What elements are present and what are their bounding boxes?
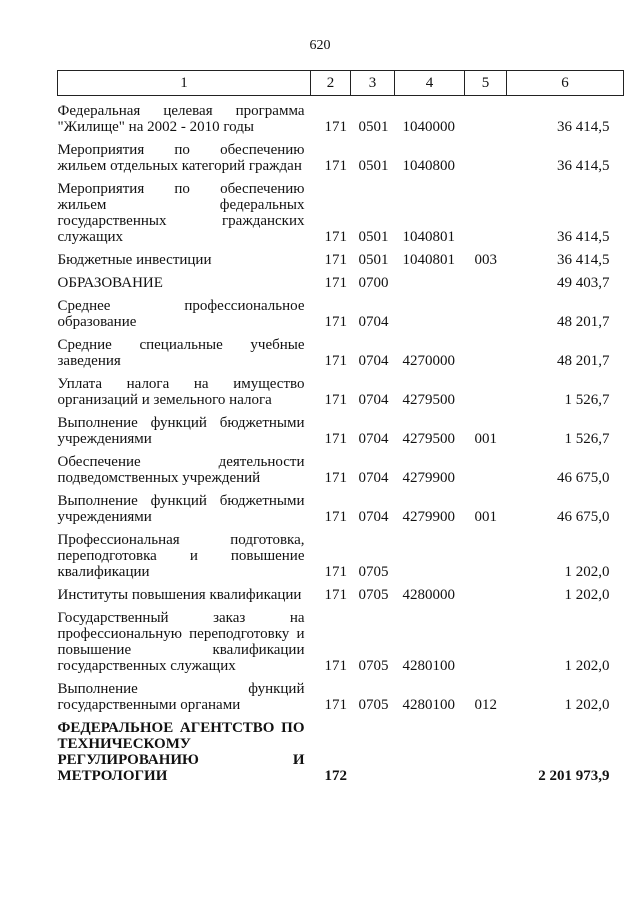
row-c5 (465, 525, 507, 580)
row-c5 (465, 447, 507, 486)
row-name-line: Мероприятия по обеспечению (57, 142, 305, 158)
row-c2: 171 (324, 564, 347, 580)
row-name (58, 486, 311, 525)
row-c6: 49 403,7 (557, 275, 610, 291)
row-c3: 0700 (358, 275, 389, 291)
row-c3: 0704 (358, 392, 389, 408)
row-c4: 4280100 (402, 697, 455, 713)
row-name-line: ФЕДЕРАЛЬНОЕ АГЕНТСТВО ПО (57, 720, 305, 736)
table-row (58, 330, 624, 369)
table-header-row (58, 71, 624, 96)
table-row (58, 674, 624, 713)
row-c3: 0704 (358, 314, 389, 330)
row-c6: 46 675,0 (557, 470, 610, 486)
row-c4: 4279500 (402, 392, 455, 408)
table-row (58, 525, 624, 580)
row-name (58, 330, 311, 369)
row-c3: 0705 (358, 697, 389, 713)
row-c2: 171 (324, 119, 347, 135)
row-c5: 012 (474, 697, 497, 713)
row-c6: 36 414,5 (557, 252, 610, 268)
page-number: 620 (309, 38, 331, 53)
row-c4 (395, 525, 465, 580)
row-c3: 0501 (358, 158, 389, 174)
row-name-line: Институты повышения квалификации (57, 587, 302, 603)
row-c2: 172 (324, 768, 347, 784)
row-name-line: переподготовка и повышение (57, 548, 305, 564)
row-c6: 48 201,7 (557, 353, 610, 369)
row-name-line: организаций и земельного налога (57, 392, 272, 408)
row-name-line: Уплата налога на имущество (57, 376, 305, 392)
row-name (58, 580, 311, 603)
row-name-line: Государственный заказ на (57, 610, 305, 626)
row-c6: 1 202,0 (564, 697, 610, 713)
row-name-line: ТЕХНИЧЕСКОМУ (57, 736, 191, 752)
row-c3: 0705 (358, 564, 389, 580)
row-name (58, 174, 311, 245)
table-row (58, 369, 624, 408)
row-name-line: подведомственных учреждений (57, 470, 261, 486)
table-row (58, 268, 624, 291)
column-header-6: 6 (507, 71, 624, 96)
table-body (58, 96, 624, 785)
row-c5 (465, 713, 507, 784)
row-c2: 171 (324, 392, 347, 408)
row-name-line: ОБРАЗОВАНИЕ (57, 275, 163, 291)
table-row (58, 291, 624, 330)
row-name-line: Средние специальные учебные (57, 337, 305, 353)
row-name-line: Бюджетные инвестиции (57, 252, 212, 268)
row-name-line: Обеспечение деятельности (57, 454, 305, 470)
row-c2: 171 (324, 431, 347, 447)
row-c6: 1 202,0 (564, 587, 610, 603)
row-c4: 1040800 (402, 158, 455, 174)
table-row (58, 245, 624, 268)
row-name (58, 135, 311, 174)
row-name-line: РЕГУЛИРОВАНИЮ И (57, 752, 305, 768)
row-name (58, 245, 311, 268)
row-name (58, 369, 311, 408)
row-c2: 171 (324, 697, 347, 713)
row-c2: 171 (324, 314, 347, 330)
row-c3: 0501 (358, 119, 389, 135)
table-row (58, 96, 624, 136)
row-name-line: служащих (57, 229, 124, 245)
table-row (58, 486, 624, 525)
row-c6: 1 526,7 (564, 431, 610, 447)
row-c5: 003 (474, 252, 497, 268)
table-row (58, 603, 624, 674)
row-c4 (395, 713, 465, 784)
row-c4 (395, 291, 465, 330)
row-name-line: Федеральная целевая программа (57, 103, 305, 119)
row-name-line: Выполнение функций бюджетными (57, 415, 305, 431)
row-name (58, 447, 311, 486)
row-c3: 0501 (358, 229, 389, 245)
row-c2: 171 (324, 470, 347, 486)
row-c3: 0501 (358, 252, 389, 268)
row-c5: 001 (474, 509, 497, 525)
row-name-line: образование (57, 314, 137, 330)
column-header-5: 5 (465, 71, 507, 96)
column-header-1: 1 (58, 71, 311, 96)
row-name-line: профессиональную переподготовку и (57, 626, 305, 642)
table-row (58, 580, 624, 603)
row-c3: 0704 (358, 509, 389, 525)
table-row (58, 447, 624, 486)
table-row (58, 408, 624, 447)
row-c6: 48 201,7 (557, 314, 610, 330)
column-header-2: 2 (311, 71, 351, 96)
row-name (58, 713, 311, 784)
row-c5 (465, 291, 507, 330)
row-c4: 4270000 (402, 353, 455, 369)
row-name (58, 603, 311, 674)
row-c5 (465, 603, 507, 674)
row-c6: 36 414,5 (557, 119, 610, 135)
row-c4: 1040000 (402, 119, 455, 135)
row-c5 (465, 174, 507, 245)
row-c5 (465, 268, 507, 291)
row-name-line: Среднее профессиональное (57, 298, 305, 314)
row-c4: 4279900 (402, 509, 455, 525)
row-c4 (395, 268, 465, 291)
row-name-line: государственными органами (57, 697, 241, 713)
row-name-line: "Жилище" на 2002 - 2010 годы (57, 119, 254, 135)
row-name-line: учреждениями (57, 509, 152, 525)
row-c3: 0704 (358, 353, 389, 369)
row-c2: 171 (324, 587, 347, 603)
row-c3: 0705 (358, 587, 389, 603)
row-c5: 001 (474, 431, 497, 447)
row-name-line: Мероприятия по обеспечению (57, 181, 305, 197)
row-name-line: Выполнение функций бюджетными (57, 493, 305, 509)
row-name-line: МЕТРОЛОГИИ (57, 768, 168, 784)
row-name-line: государственных служащих (57, 658, 236, 674)
row-c4: 1040801 (402, 252, 455, 268)
row-c3: 0704 (358, 470, 389, 486)
row-name-line: учреждениями (57, 431, 152, 447)
row-c2: 171 (324, 252, 347, 268)
row-c6: 1 526,7 (564, 392, 610, 408)
row-c4: 4280000 (402, 587, 455, 603)
row-c6: 36 414,5 (557, 158, 610, 174)
row-c2: 171 (324, 658, 347, 674)
row-c6: 1 202,0 (564, 658, 610, 674)
row-name-line: Профессиональная подготовка, (57, 532, 305, 548)
row-c2: 171 (324, 353, 347, 369)
row-name (58, 408, 311, 447)
row-c6: 2 201 973,9 (538, 768, 610, 784)
row-name-line: Выполнение функций (57, 681, 305, 697)
row-name-line: жильем федеральных (57, 197, 305, 213)
row-name (58, 291, 311, 330)
row-c4: 4279500 (402, 431, 455, 447)
row-c4: 4280100 (402, 658, 455, 674)
row-name (58, 96, 311, 136)
row-c6: 36 414,5 (557, 229, 610, 245)
row-name-line: повышение квалификации (57, 642, 305, 658)
row-c4: 4279900 (402, 470, 455, 486)
row-name-line: квалификации (57, 564, 150, 580)
column-header-4: 4 (395, 71, 465, 96)
row-c6: 1 202,0 (564, 564, 610, 580)
row-c3 (351, 713, 395, 784)
table-row (58, 135, 624, 174)
table-row (58, 713, 624, 784)
row-name (58, 525, 311, 580)
row-c2: 171 (324, 158, 347, 174)
row-c5 (465, 369, 507, 408)
column-header-3: 3 (351, 71, 395, 96)
row-c6: 46 675,0 (557, 509, 610, 525)
row-c5 (465, 135, 507, 174)
row-c2: 171 (324, 509, 347, 525)
row-c4: 1040801 (402, 229, 455, 245)
row-name-line: заведения (57, 353, 121, 369)
row-name (58, 674, 311, 713)
row-name (58, 268, 311, 291)
row-name-line: жильем отдельных категорий граждан (57, 158, 302, 174)
budget-table (57, 70, 624, 784)
row-c2: 171 (324, 229, 347, 245)
row-c2: 171 (324, 275, 347, 291)
row-c5 (465, 330, 507, 369)
row-c3: 0704 (358, 431, 389, 447)
table-row (58, 174, 624, 245)
row-c3: 0705 (358, 658, 389, 674)
row-name-line: государственных гражданских (57, 213, 305, 229)
row-c5 (465, 580, 507, 603)
row-c5 (465, 96, 507, 136)
